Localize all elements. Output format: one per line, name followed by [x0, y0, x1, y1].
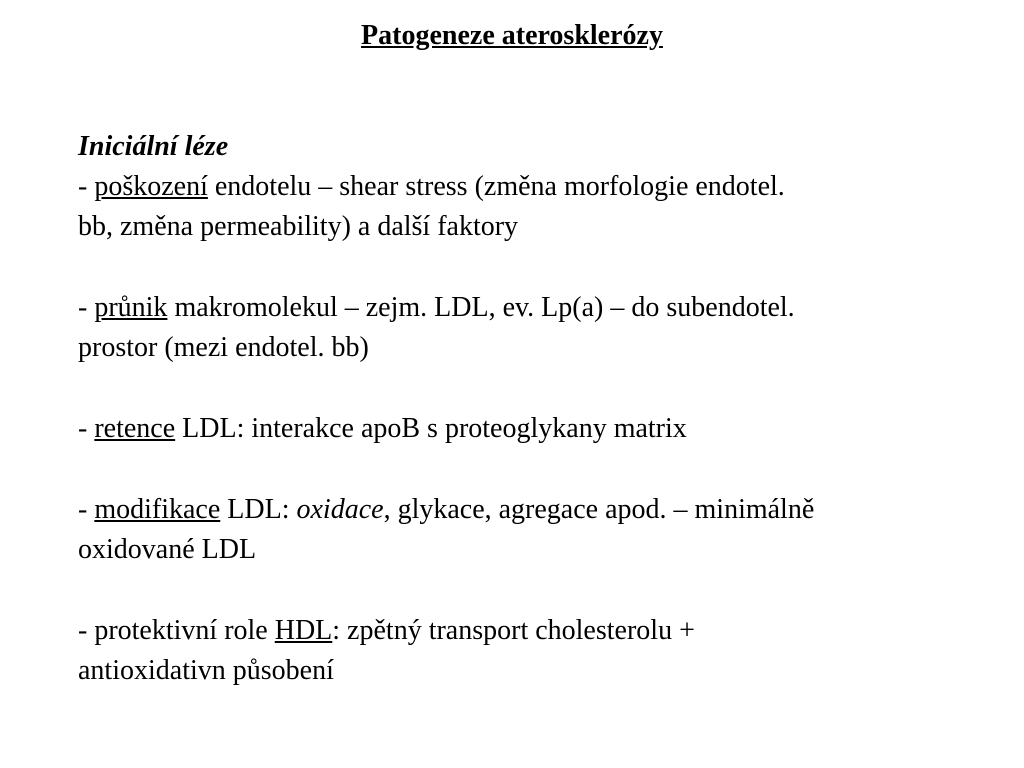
bullet-keyword: retence — [94, 413, 176, 444]
bullet-text: endotelu – shear stress (změna morfologie endotel. — [207, 171, 785, 202]
slide-title: Patogeneze aterosklerózy — [361, 20, 663, 51]
bullet-macromolecule-entry — [78, 288, 998, 368]
section-heading: Iniciální léze — [78, 131, 229, 162]
bullet-text: makromolekul – zejm. LDL, ev. Lp(a) – do subendotel. — [167, 292, 795, 323]
bullet-italic-term: oxidace — [296, 494, 384, 525]
bullet-text: LDL: interakce apoB s proteoglykany matrix — [175, 413, 687, 444]
bullet-line-1 — [78, 490, 998, 530]
bullet-text: : zpětný transport cholesterolu + — [332, 615, 695, 646]
bullet-dash: - — [78, 413, 95, 444]
bullet-line-1 — [78, 167, 998, 207]
bullet-line-2: bb, změna permeability) a další faktory — [78, 211, 519, 242]
spacer — [78, 570, 998, 611]
bullet-keyword: HDL — [274, 615, 333, 646]
spacer — [78, 368, 998, 409]
bullet-ldl-retention — [78, 409, 998, 449]
bullet-endothelial-damage — [78, 167, 998, 247]
bullet-line-1 — [78, 288, 998, 328]
bullet-prefix: - protektivní role — [78, 615, 275, 646]
bullet-dash: - — [78, 494, 95, 525]
bullet-ldl-modification — [78, 490, 998, 570]
bullet-keyword: průnik — [94, 292, 168, 323]
spacer — [78, 449, 998, 490]
bullet-line-2: prostor (mezi endotel. bb) — [78, 332, 369, 363]
bullet-text: LDL: — [220, 494, 297, 525]
bullet-line-1 — [78, 611, 998, 651]
bullet-dash: - — [78, 171, 95, 202]
spacer — [78, 247, 998, 288]
bullet-text: , glykace, agregace apod. – minimálně — [383, 494, 815, 525]
bullet-keyword: poškození — [94, 171, 208, 202]
bullet-hdl-protective-role — [78, 611, 998, 691]
slide-body — [78, 127, 998, 691]
bullet-line-2: antioxidativn působení — [78, 655, 334, 686]
bullet-line-2: oxidované LDL — [78, 534, 257, 565]
bullet-keyword: modifikace — [94, 494, 221, 525]
bullet-dash: - — [78, 292, 95, 323]
bullet-line-1 — [78, 409, 998, 449]
